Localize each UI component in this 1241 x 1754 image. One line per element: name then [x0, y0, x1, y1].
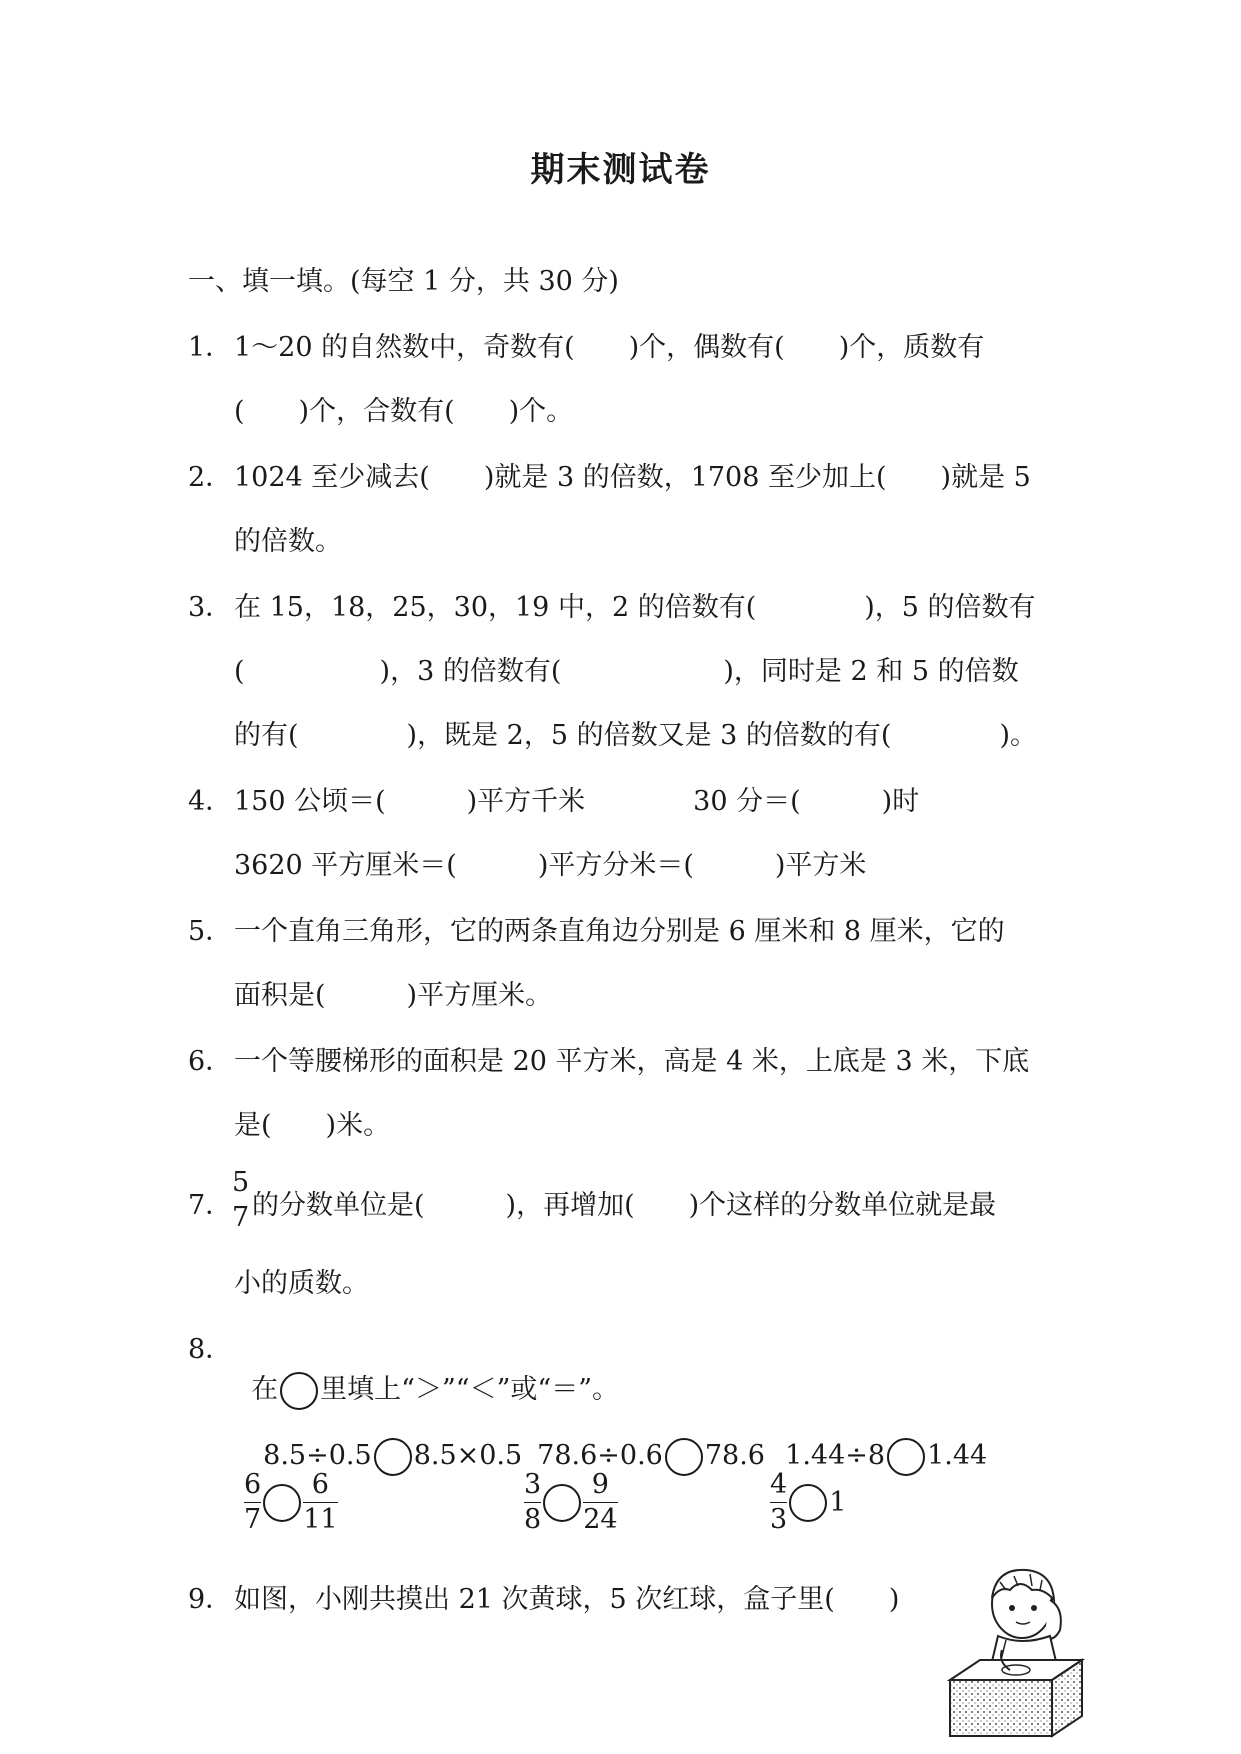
fraction-denominator: 8: [524, 1504, 542, 1535]
question-number: 4．: [188, 786, 233, 817]
question-text: 如图，小刚共摸出 21 次黄球，5 次红球，盒子里( ): [234, 1584, 900, 1615]
comparison-right: 1: [829, 1487, 847, 1518]
comparison-item: [768, 1396, 987, 1476]
comparison-left: 1.44÷8: [785, 1440, 886, 1471]
question-number: 8．: [188, 1334, 233, 1365]
question-text-suffix: 里填上“＞”“＜”或“＝”。: [320, 1374, 619, 1405]
question-text: 一个直角三角形，它的两条直角边分别是 6 厘米和 8 厘米，它的: [234, 916, 1005, 947]
comparison-item: [770, 1468, 846, 1537]
comparison-circle[interactable]: [374, 1438, 412, 1476]
comparison-item: [520, 1396, 765, 1476]
fraction-numerator: 5: [232, 1167, 250, 1198]
question-text: 是( )米。: [234, 1110, 391, 1141]
comparison-circle[interactable]: [887, 1438, 925, 1476]
fraction-numerator: 3: [524, 1469, 542, 1500]
question-text: 150 公顷＝( )平方千米 30 分＝( )时: [234, 786, 920, 817]
question-text: 3620 平方厘米＝( )平方分米＝( )平方米: [234, 850, 867, 881]
question-text: 在 15，18，25，30，19 中，2 的倍数有( )，5 的倍数有: [234, 592, 1036, 623]
comparison-circle[interactable]: [263, 1484, 301, 1522]
boy-with-box-illustration: [940, 1560, 1090, 1740]
question-text-prefix: 在: [251, 1374, 279, 1405]
fraction-numerator: 9: [591, 1469, 609, 1500]
question-text: 的有( )，既是 2，5 的倍数又是 3 的倍数的有( )。: [234, 720, 1037, 751]
question-text: 面积是( )平方厘米。: [234, 980, 553, 1011]
fraction-numerator: 4: [770, 1469, 788, 1500]
question-text: 的倍数。: [234, 526, 342, 557]
page-title: 期末测试卷: [530, 150, 711, 190]
fraction-denominator: 7: [232, 1202, 250, 1233]
question-text: 1～20 的自然数中，奇数有( )个，偶数有( )个，质数有: [234, 332, 985, 363]
fraction-denominator: 7: [244, 1504, 262, 1535]
question-number: 3．: [188, 592, 233, 623]
fraction-denominator: 11: [303, 1504, 338, 1535]
question-number: 7．: [188, 1190, 233, 1221]
question-number: 2．: [188, 462, 233, 493]
fraction-denominator: 24: [583, 1504, 618, 1535]
comparison-circle[interactable]: [543, 1484, 581, 1522]
question-text: ( )个，合数有( )个。: [234, 396, 574, 427]
fraction-denominator: 3: [770, 1504, 788, 1535]
comparison-item: [246, 1396, 522, 1476]
section-heading: 一、填一填。(每空 1 分，共 30 分): [188, 266, 619, 297]
question-text: 1024 至少减去( )就是 3 的倍数，1708 至少加上( )就是 5: [234, 462, 1031, 493]
fraction: [232, 1166, 249, 1235]
comparison-item: [244, 1468, 338, 1537]
comparison-left: 8.5÷0.5: [263, 1440, 372, 1471]
comparison-circle[interactable]: [665, 1438, 703, 1476]
question-text: ( )，3 的倍数有( )，同时是 2 和 5 的倍数: [234, 656, 1019, 687]
comparison-left: 78.6÷0.6: [537, 1440, 663, 1471]
question-text: 小的质数。: [234, 1268, 369, 1299]
fraction-numerator: 6: [311, 1469, 329, 1500]
question-number: 6．: [188, 1046, 233, 1077]
fraction-numerator: 6: [244, 1469, 262, 1500]
comparison-right: 1.44: [927, 1440, 988, 1471]
comparison-right: 8.5×0.5: [413, 1440, 523, 1471]
comparison-item: [524, 1468, 618, 1537]
comparison-circle[interactable]: [789, 1484, 827, 1522]
question-number: 5．: [188, 916, 233, 947]
question-text: 的分数单位是( )，再增加( )个这样的分数单位就是最: [252, 1190, 997, 1221]
question-number: 1．: [188, 332, 233, 363]
question-text: 一个等腰梯形的面积是 20 平方米，高是 4 米，上底是 3 米，下底: [234, 1046, 1030, 1077]
comparison-right: 78.6: [704, 1440, 765, 1471]
question-number: 9．: [188, 1584, 233, 1615]
